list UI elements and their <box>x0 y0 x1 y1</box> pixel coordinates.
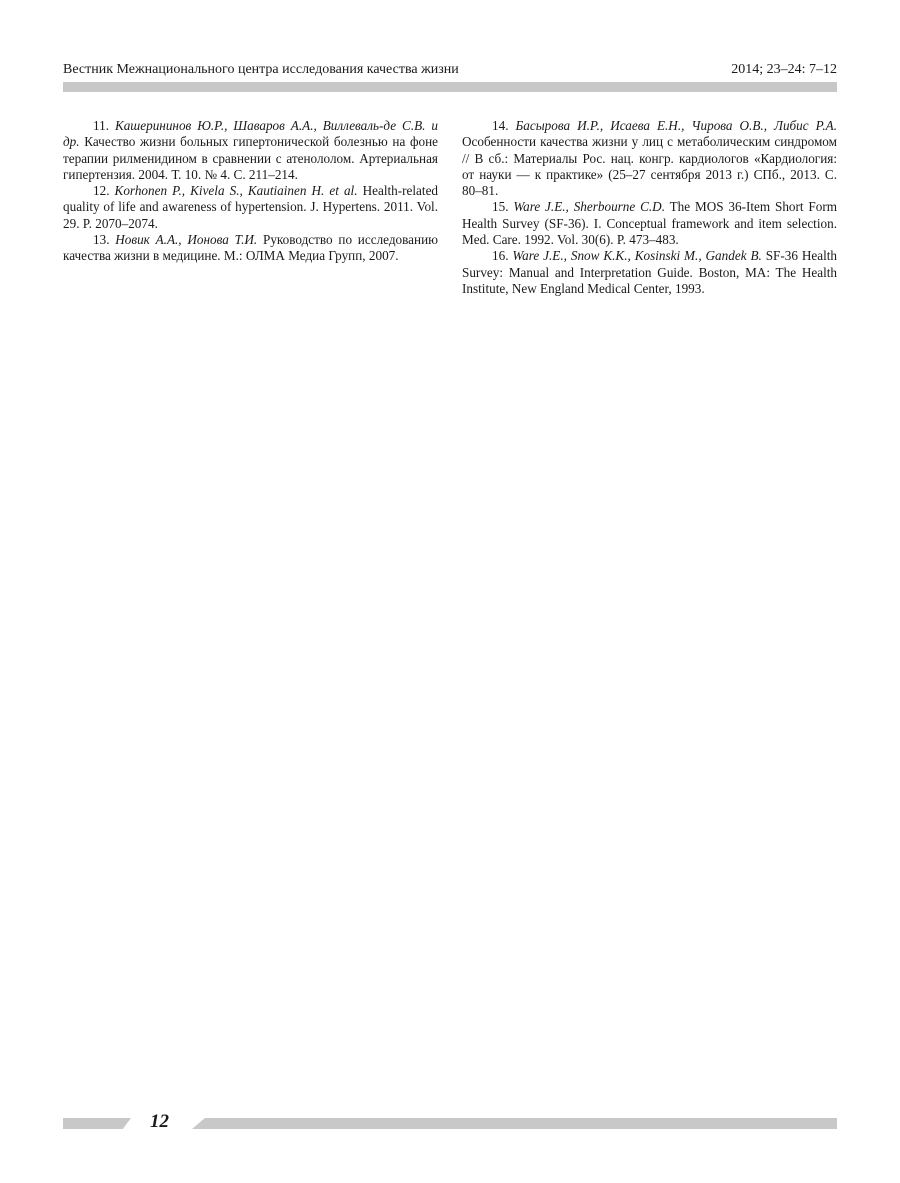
reference-item <box>63 232 438 265</box>
reference-number: 16. <box>492 248 509 264</box>
reference-authors: Новик А.А., Ионова Т.И. <box>115 232 258 248</box>
references-column-left <box>63 118 438 265</box>
running-header <box>63 60 837 82</box>
header-rule <box>63 82 837 92</box>
reference-item <box>63 183 438 232</box>
footer-bar-right <box>192 1118 837 1129</box>
reference-item <box>462 248 837 297</box>
reference-number: 14. <box>492 118 509 133</box>
page-number: 12 <box>150 1111 169 1132</box>
reference-number: 15. <box>492 199 509 215</box>
reference-text: Health-related quality of life and awareness of hypertension. J. Hypertens. 2011. Vol. 29. P. 2070–2074. <box>63 183 439 231</box>
journal-title: Вестник Межнационального центра исследования качества жизни <box>63 62 459 77</box>
reference-number: 12. <box>93 183 110 199</box>
reference-authors: Ware J.E., Snow K.K., Kosinski M., Gandek B. <box>512 248 762 264</box>
reference-number: 11. <box>93 118 109 133</box>
reference-authors: Korhonen P., Kivela S., Kautiainen H. et al. <box>114 183 358 199</box>
reference-authors: Кашерининов Ю.Р., Шаваров А.А., Виллеваль-де С.В. и др. <box>63 118 439 150</box>
reference-item <box>462 118 837 199</box>
reference-text: Особенности качества жизни у лиц с метаболическим синдромом // В сб.: Материалы Рос. нац. конгр. кардиологов «Кардиология: от науки — к практике» (25–27 сентября 2013 г.) СПб., 2013. С. 80–81. <box>462 134 837 199</box>
reference-text: Качество жизни больных гипертонической болезнью на фоне терапии рилменидином в сравнении с атенололом. Артериальная гипертензия. 2004. Т. 10. № 4. С. 211–214. <box>63 134 439 182</box>
reference-text: The MOS 36-Item Short Form Health Survey (SF-36). I. Conceptual framework and item selection. Med. Care. 1992. Vol. 30(6). P. 473–483. <box>462 199 838 248</box>
references-column-right <box>462 118 837 297</box>
reference-item <box>462 199 837 248</box>
reference-number: 13. <box>93 232 110 248</box>
reference-authors: Басырова И.Р., Исаева Е.Н., Чирова О.В., Либис Р.А. <box>515 118 838 133</box>
reference-text: SF-36 Health Survey: Manual and Interpretation Guide. Boston, MA: The Health Institute, New England Medical Center, 1993. <box>462 248 838 296</box>
reference-item <box>63 118 438 183</box>
reference-text: Руководство по исследованию качества жизни в медицине. М.: ОЛМА Медиа Групп, 2007. <box>63 232 439 264</box>
footer-bar-left <box>63 1118 131 1129</box>
journal-issue: 2014; 23–24: 7–12 <box>731 62 837 77</box>
reference-authors: Ware J.E., Sherbourne C.D. <box>513 199 665 215</box>
